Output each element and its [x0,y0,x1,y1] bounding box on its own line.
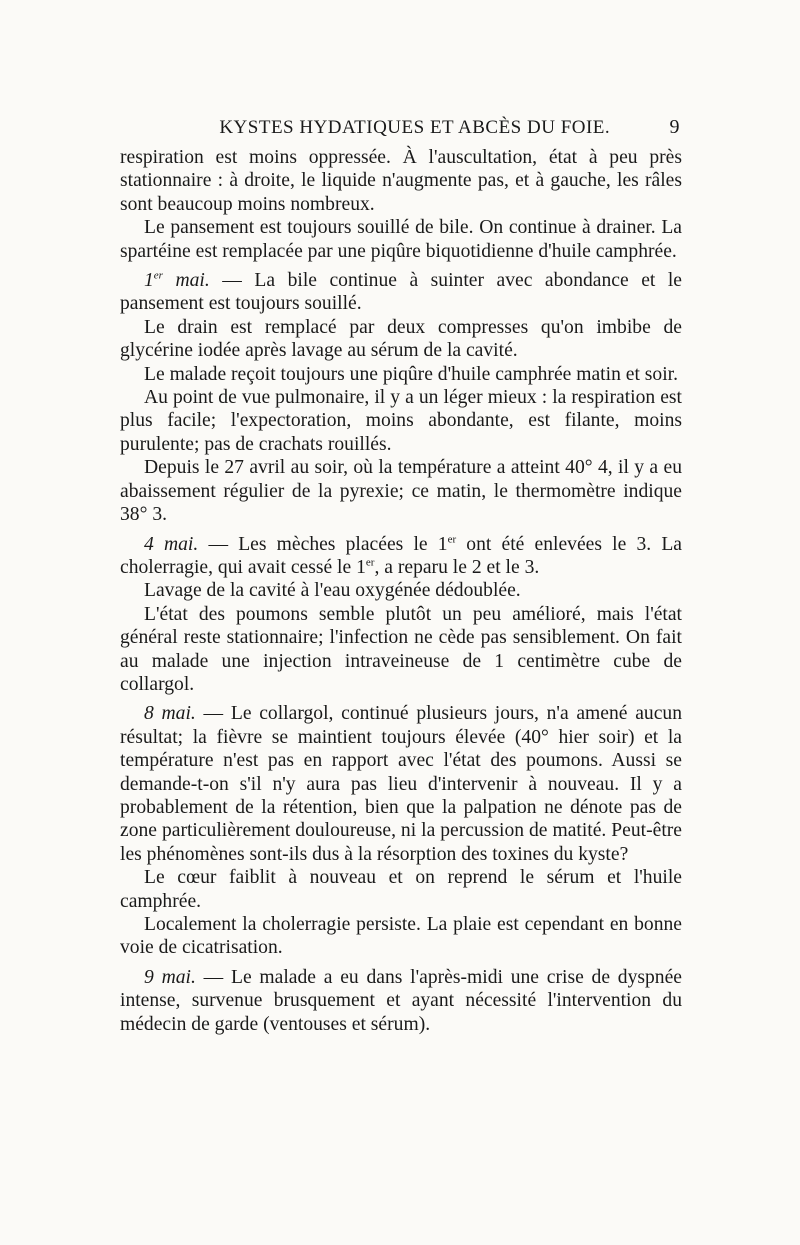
dated-entry [120,966,682,1036]
paragraph: Le malade reçoit toujours une piqûre d'huile camphrée matin et soir. [144,363,679,385]
running-head [120,116,682,142]
paragraph: Le drain est remplacé par deux compresses qu'on imbibe de glycérine iodée après lavage au sérum de la cavité. [120,316,682,362]
paragraph: Le pansement est toujours souillé de bile. On continue à drainer. La spartéine est remplacée par une piqûre biquotidienne d'huile camphrée. [120,217,682,262]
paragraph: Depuis le 27 avril au soir, où la température a atteint 40° 4, il y a eu abaissement régulier de la pyrexie; ce matin, le thermomètre indique 38° 3. [120,457,682,526]
page-body [120,146,682,1036]
entry-date: 4 mai. [144,533,199,555]
paragraph: L'état des poumons semble plutôt un peu amélioré, mais l'état général reste stationnaire; l'infection ne cède pas sensiblement. On fait au malade une injection intraveineuse de 1 centimètre cube de collargol. [120,603,682,695]
entry-date: 8 mai. [144,703,196,725]
paragraph: respiration est moins oppressée. À l'auscultation, état à peu près stationnaire : à droite, le liquide n'augmente pas, et à gauche, les râles sont beaucoup moins nombreux. [120,147,682,215]
paragraph: Au point de vue pulmonaire, il y a un léger mieux : la respiration est plus facile; l'expectoration, moins abondante, est filante, moins purulente; pas de crachats rouillés. [120,387,682,455]
dated-entry [120,702,682,866]
entry-text: — Le malade a eu dans l'après-midi une crise de dyspnée intense, survenue brusquement et ayant nécessité l'intervention du médecin de garde (ventouses et sérum). [120,966,683,1035]
book-page [120,116,682,1036]
dated-entry [120,269,682,316]
entry-text: — La bile continue à suinter avec abondance et le pansement est toujours souillé. [120,270,683,315]
running-title: KYSTES HYDATIQUES ET ABCÈS DU FOIE. [219,117,611,138]
dated-entry: 4 mai. — Les mèches placées le 1er ont été enlevées le 3. La cholerragie, qui avait cessé le 1er, a reparu le 2 et le 3. [120,532,682,578]
paragraph: Localement la cholerragie persiste. La plaie est cependant en bonne voie de cicatrisation. [120,914,682,959]
entry-date: 1er mai. [144,269,210,292]
entry-text: — Le collargol, continué plusieurs jours, n'a amené aucun résultat; la fièvre se maintient toujours élevée (40° hier soir) et la température n'est pas en rapport avec l'état des poumons. Aussi se demande-t-on s'il n'y aura pas lieu d'intervenir à nouveau. Il y a probablement de la rétention, bien que la palpation ne dénote pas de zone particulièrement douloureuse, ni la percussion de matité. Peut-être les phénomènes sont-ils dus à la résorption des toxines du kyste? [120,703,682,865]
page-number: 9 [669,116,680,138]
paragraph: Lavage de la cavité à l'eau oxygénée dédoublée. [144,580,521,602]
entry-date: 9 mai. [144,966,196,988]
paragraph: Le cœur faiblit à nouveau et on reprend le sérum et l'huile camphrée. [120,867,682,912]
